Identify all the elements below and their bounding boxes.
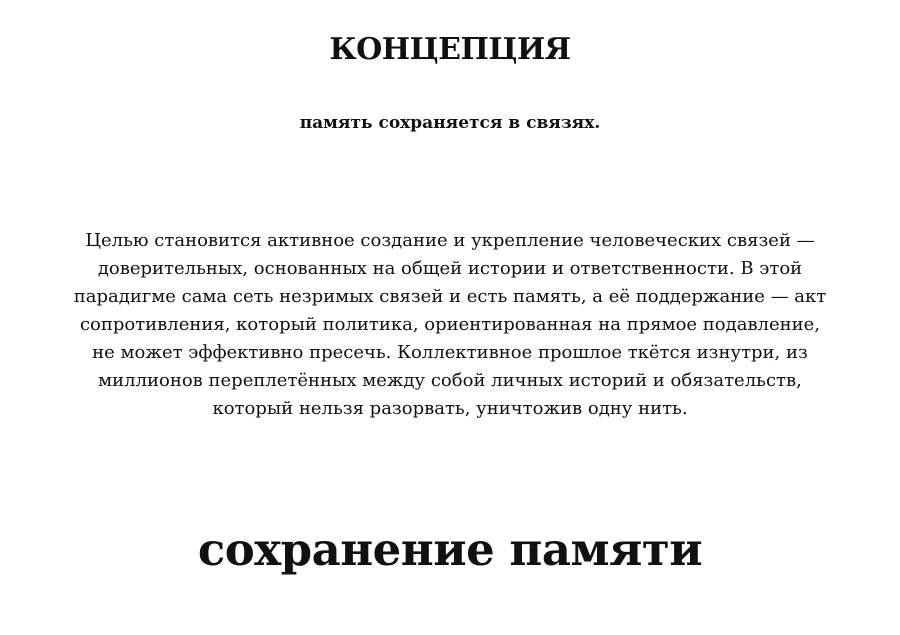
page-title: КОНЦЕПЦИЯ (329, 32, 571, 67)
body-paragraph (40, 227, 860, 423)
body-line: который нельзя разорвать, уничтожив одну нить. (212, 398, 688, 419)
page-subtitle: память сохраняется в связях. (299, 113, 601, 133)
body-line: парадигме сама сеть незримых связей и есть память, а её поддержание — акт (73, 286, 827, 307)
footer-heading: сохранение памяти (197, 523, 703, 576)
body-line: миллионов переплетённых между собой личных историй и обязательств, (98, 370, 802, 391)
body-line: доверительных, основанных на общей истории и ответственности. В этой (97, 258, 803, 279)
body-line: не может эффективно пресечь. Коллективное прошлое ткётся изнутри, из (92, 342, 808, 363)
body-line: сопротивления, который политика, ориентированная на прямое подавление, (79, 314, 821, 335)
body-line: Целью становится активное создание и укрепление человеческих связей — (85, 230, 815, 251)
